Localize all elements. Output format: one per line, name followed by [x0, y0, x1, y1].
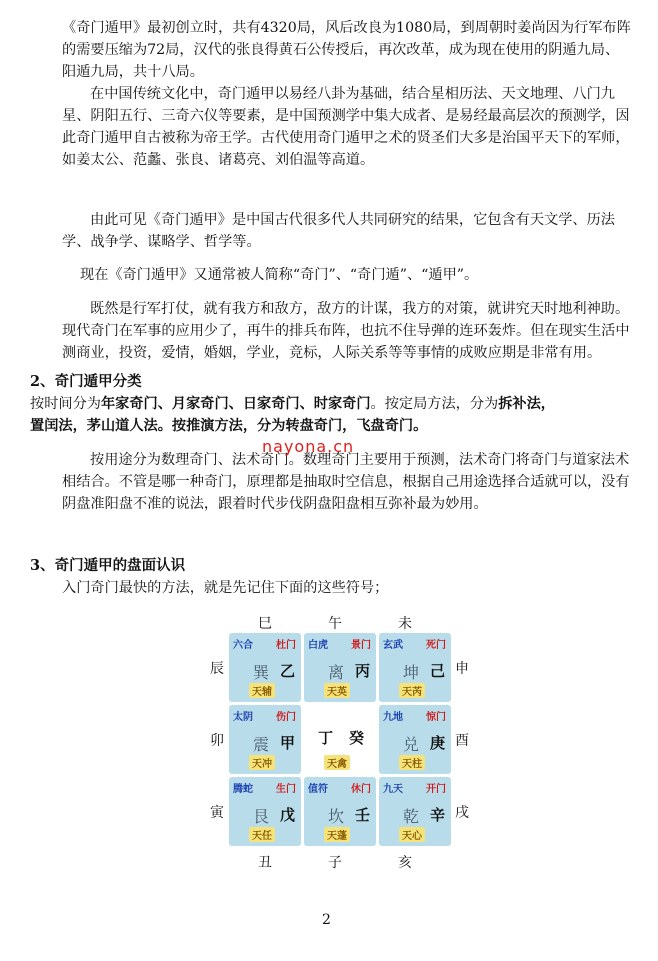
stem-label: 己 [429, 662, 445, 680]
branch-label: 酉 [455, 733, 469, 749]
star-label: 天禽 [324, 755, 350, 770]
stem-label: 丙 [354, 662, 370, 680]
section-3-heading: 3、奇门遁甲的盘面认识 [30, 557, 186, 574]
branch-label: 辰 [210, 661, 224, 677]
stem-label: 辛 [429, 806, 445, 824]
palace-xun [229, 633, 301, 702]
deity-label: 六合 [233, 640, 253, 651]
branch-label: 午 [328, 616, 342, 632]
classification-text-a: 按时间分为 [30, 396, 101, 412]
section-3-intro: 入门奇门最快的方法，就是先记住下面的这些符号； [62, 580, 389, 596]
palace-gen [229, 777, 301, 846]
watermark: nayona.cn [262, 437, 355, 456]
trigram-label: 坎 [328, 807, 345, 826]
stem-label: 戊 [279, 806, 295, 824]
door-label: 休门 [351, 784, 371, 795]
deity-label: 玄武 [383, 640, 403, 651]
trigram-label: 艮 [253, 807, 270, 826]
star-label: 天芮 [399, 683, 425, 698]
classification-paragraph-usage: 按用途分为数理奇门、法术奇门。数理奇门主要用于预测，法术奇门将奇门与道家法术相结合。不管是哪一种奇门，原理都是抽取时空信息，根据自己用途选择合适就可以，没有阴盘准阳盘不准的说法，跟着时代步伐阴盘阳盘相互弥补最为妙用。 [62, 452, 630, 512]
star-label: 天任 [249, 827, 275, 842]
branch-label: 申 [455, 661, 469, 677]
trigram-label: 离 [328, 663, 345, 682]
classification-text-b: 年家奇门、月家奇门、日家奇门、时家奇门 [100, 396, 371, 412]
stem-label: 乙 [279, 662, 295, 680]
deity-label: 白虎 [308, 640, 328, 651]
palace-kun [379, 633, 451, 702]
palace-li [304, 633, 376, 702]
branch-label: 寅 [210, 805, 224, 821]
stem-label: 庚 [429, 734, 445, 752]
trigram-label: 兑 [403, 735, 420, 754]
qimen-chart-grid [229, 633, 451, 846]
stem-label: 壬 [354, 806, 370, 824]
classification-line-1 [30, 393, 632, 415]
stem-label: 甲 [279, 734, 295, 752]
classification-text-c: 。按定局方法，分为 [370, 396, 499, 412]
star-label: 天冲 [249, 755, 275, 770]
center-stem-label: 癸 [348, 729, 364, 747]
classification-text-d: 拆补法， [498, 396, 555, 412]
branch-label: 未 [398, 616, 412, 632]
door-label: 杜门 [276, 640, 296, 651]
door-label: 伤门 [276, 712, 296, 723]
intro-paragraph-names: 现在《奇门遁甲》又通常被人简称“奇门”、“奇门遁”、“遁甲”。 [80, 267, 479, 283]
deity-label: 值符 [308, 784, 328, 795]
palace-dui [379, 705, 451, 774]
star-label: 天柱 [399, 755, 425, 770]
classification-line-2: 置闰法，茅山道人法。按推演方法，分为转盘奇门，飞盘奇门。 [30, 418, 428, 434]
deity-label: 太阴 [233, 712, 253, 723]
branch-label: 巳 [258, 616, 272, 632]
palace-qian [379, 777, 451, 846]
star-label: 天辅 [249, 683, 275, 698]
door-label: 开门 [426, 784, 446, 795]
branch-label: 丑 [258, 855, 272, 871]
door-label: 生门 [276, 784, 296, 795]
palace-zhen [229, 705, 301, 774]
deity-label: 九地 [383, 712, 403, 723]
star-label: 天心 [399, 827, 425, 842]
door-label: 景门 [351, 640, 371, 651]
door-label: 死门 [426, 640, 446, 651]
branch-label: 戌 [455, 805, 469, 821]
intro-paragraph-scope: 由此可见《奇门遁甲》是中国古代很多代人共同研究的结果，它包含有天文学、历法学、战争学、谋略学、哲学等。 [62, 212, 615, 250]
branch-label: 卯 [210, 733, 224, 749]
intro-paragraph-application: 既然是行军打仗，就有我方和敌方，敌方的计谋，我方的对策，就讲究天时地利神助。现代奇门在军事的应用少了，再牛的排兵布阵，也抗不住导弹的连环轰炸。但在现实生活中测商业，投资，爱情，婚姻，学业，竞标，人际关系等等事情的成败应期是非常有用。 [62, 301, 630, 361]
palace-kan [304, 777, 376, 846]
door-label: 惊门 [426, 712, 446, 723]
page-number: 2 [322, 912, 331, 928]
trigram-label: 乾 [403, 807, 420, 826]
intro-paragraph-history: 《奇门遁甲》最初创立时，共有4320局，风后改良为1080局，到周朝时姜尚因为行军布阵的需要压缩为72局，汉代的张良得黄石公传授后，再次改革，成为现在使用的阴遁九局、阳遁九局，共十八局。 [62, 20, 631, 80]
trigram-label: 巽 [253, 663, 270, 682]
trigram-label: 坤 [403, 663, 420, 682]
trigram-label: 震 [253, 735, 270, 754]
deity-label: 腾蛇 [233, 784, 253, 795]
section-2-heading: 2、奇门遁甲分类 [30, 373, 142, 390]
palace-center [304, 705, 376, 774]
deity-label: 九天 [383, 784, 403, 795]
branch-label: 亥 [398, 855, 412, 871]
branch-label: 子 [328, 855, 342, 871]
star-label: 天蓬 [324, 827, 350, 842]
star-label: 天英 [324, 683, 350, 698]
center-stem-label: 丁 [318, 729, 334, 747]
intro-paragraph-culture: 在中国传统文化中，奇门遁甲以易经八卦为基础，结合星相历法、天文地理、八门九星、阴阳五行、三奇六仪等要素，是中国预测学中集大成者、是易经最高层次的预测学，因此奇门遁甲自古被称为帝王学。古代使用奇门遁甲之术的贤圣们大多是治国平天下的军师，如姜太公、范蠡、张良、诸葛亮、刘伯温等高道。 [62, 86, 630, 168]
